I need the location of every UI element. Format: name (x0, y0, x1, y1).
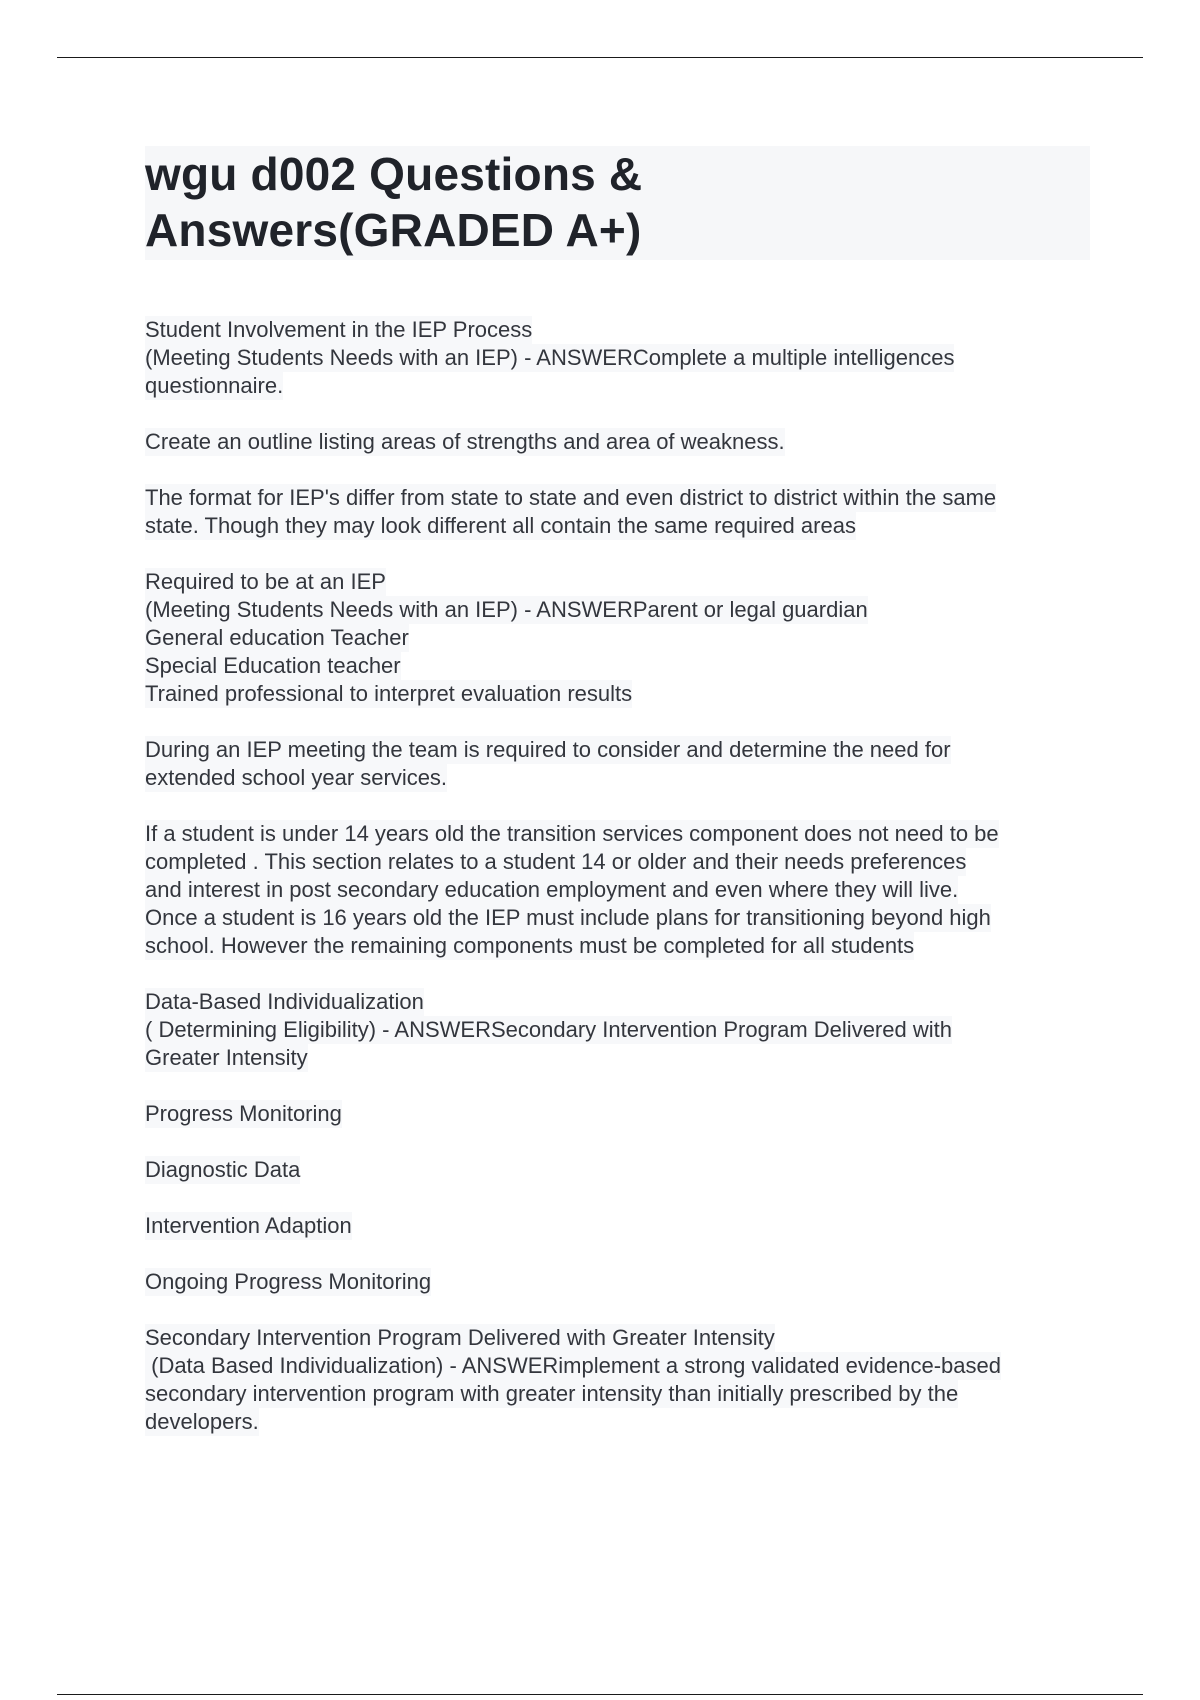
text-line: secondary intervention program with greater intensity than initially prescribed by the (145, 1381, 959, 1406)
text-line: Secondary Intervention Program Delivered with Greater Intensity (145, 1325, 775, 1350)
text-line: Special Education teacher (145, 653, 401, 678)
title-line: Answers(GRADED A+) (145, 204, 642, 256)
document-body (145, 146, 1090, 1464)
text-line: Progress Monitoring (145, 1101, 342, 1126)
text-line: developers. (145, 1409, 259, 1434)
text-line: The format for IEP's differ from state to state and even district to district within the same (145, 485, 997, 510)
top-rule (57, 57, 1143, 58)
text-line: extended school year services. (145, 765, 448, 790)
qa-paragraph (145, 1212, 1090, 1240)
qa-paragraph (145, 988, 1090, 1072)
text-line: Intervention Adaption (145, 1213, 352, 1238)
qa-paragraph (145, 1268, 1090, 1296)
text-line: Ongoing Progress Monitoring (145, 1269, 432, 1294)
text-line: Trained professional to interpret evaluation results (145, 681, 633, 706)
qa-paragraph (145, 428, 1090, 456)
text-line: (Meeting Students Needs with an IEP) - ANSWERParent or legal guardian (145, 597, 868, 622)
qa-paragraph (145, 1324, 1090, 1436)
document-title (145, 146, 1090, 258)
qa-paragraph (145, 820, 1090, 960)
text-line: ( Determining Eligibility) - ANSWERSecondary Intervention Program Delivered with (145, 1017, 952, 1042)
qa-paragraph (145, 316, 1090, 400)
text-line: (Meeting Students Needs with an IEP) - ANSWERComplete a multiple intelligences (145, 345, 955, 370)
text-line: During an IEP meeting the team is required to consider and determine the need for (145, 737, 951, 762)
qa-paragraph (145, 1100, 1090, 1128)
text-line: Student Involvement in the IEP Process (145, 317, 533, 342)
bottom-rule (57, 1694, 1143, 1695)
qa-paragraph (145, 1156, 1090, 1184)
qa-paragraph (145, 736, 1090, 792)
title-box (145, 146, 1090, 260)
text-line: school. However the remaining components must be completed for all students (145, 933, 915, 958)
text-line: General education Teacher (145, 625, 409, 650)
text-line: Greater Intensity (145, 1045, 308, 1070)
text-line: Required to be at an IEP (145, 569, 386, 594)
qa-paragraph (145, 568, 1090, 708)
text-line: completed . This section relates to a student 14 or older and their needs preferences (145, 849, 967, 874)
qa-paragraph (145, 484, 1090, 540)
text-line: and interest in post secondary education employment and even where they will live. (145, 877, 959, 902)
text-line: Data-Based Individualization (145, 989, 424, 1014)
text-line: (Data Based Individualization) - ANSWERimplement a strong validated evidence-based (145, 1353, 1001, 1378)
text-line: state. Though they may look different all contain the same required areas (145, 513, 856, 538)
text-line: Diagnostic Data (145, 1157, 301, 1182)
text-line: If a student is under 14 years old the transition services component does not need to be (145, 821, 999, 846)
title-line: wgu d002 Questions & (145, 148, 643, 200)
text-line: Create an outline listing areas of strengths and area of weakness. (145, 429, 785, 454)
text-line: Once a student is 16 years old the IEP must include plans for transitioning beyond high (145, 905, 991, 930)
text-line: questionnaire. (145, 373, 284, 398)
